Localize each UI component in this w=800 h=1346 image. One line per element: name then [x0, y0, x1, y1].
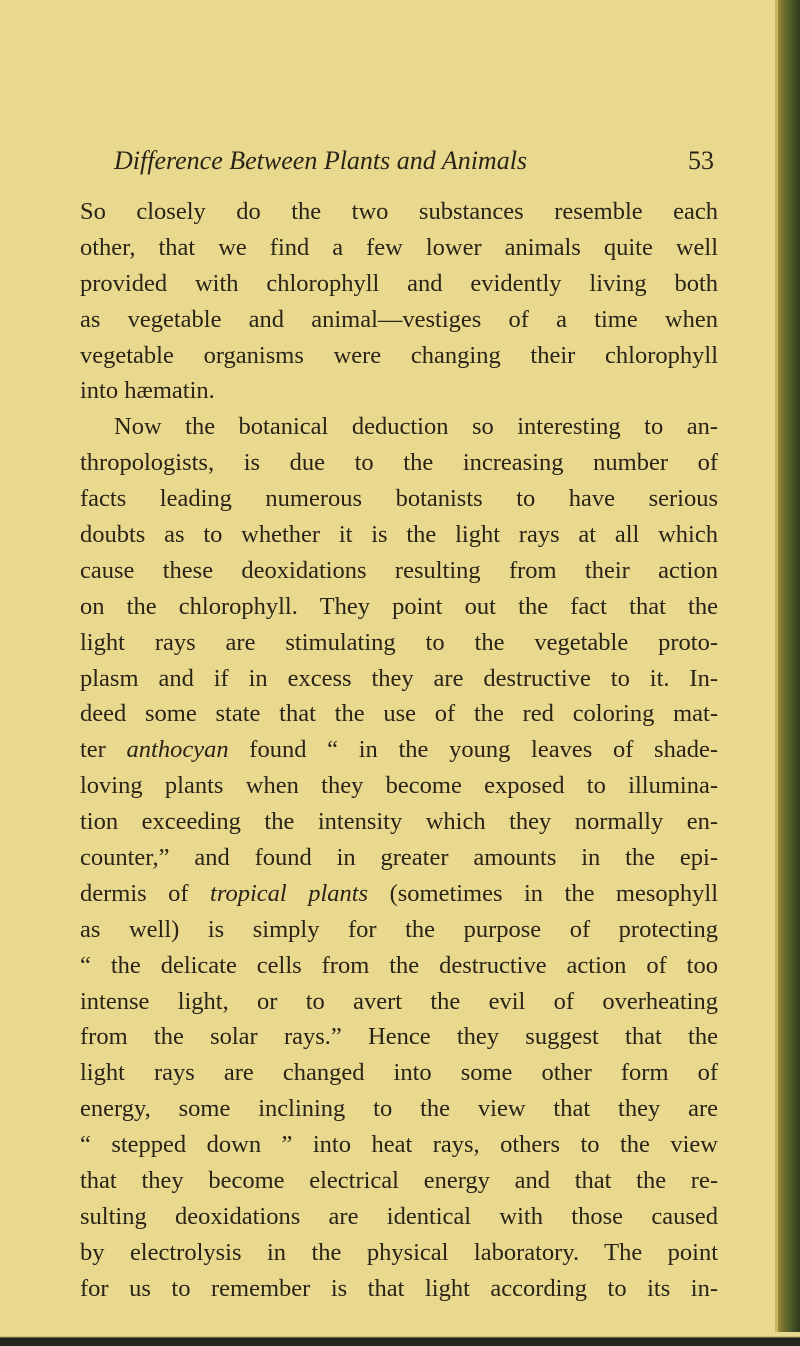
- text-segment: light rays are stimulating to the vegetable proto-: [80, 628, 718, 656]
- text-segment: deed some state that the use of the red coloring mat-: [80, 700, 718, 728]
- running-title: Difference Between Plants and Animals: [114, 146, 528, 175]
- text-line: [80, 1271, 718, 1307]
- text-line: [80, 1091, 718, 1127]
- text-segment: for us to remember is that light according to its in-: [80, 1274, 718, 1302]
- text-line: [80, 553, 718, 589]
- text-segment: intense light, or to avert the evil of overheating: [80, 987, 718, 1015]
- text-line: [80, 445, 718, 481]
- text-segment: by electrolysis in the physical laboratory. The point: [80, 1238, 718, 1266]
- text-segment: on the chlorophyll. They point out the fact that the: [80, 592, 718, 620]
- text-segment: that they become electrical energy and that the re-: [80, 1167, 718, 1195]
- text-segment: (sometimes in the mesophyll: [368, 879, 718, 907]
- text-segment: light rays are changed into some other form of: [80, 1059, 718, 1087]
- text-segment: plasm and if in excess they are destructive to it. In-: [80, 664, 718, 692]
- text-line: [80, 696, 718, 732]
- text-segment: “ stepped down ” into heat rays, others to the view: [80, 1131, 718, 1159]
- text-line: [80, 1163, 718, 1199]
- text-segment: tion exceeding the intensity which they normally en-: [80, 808, 718, 836]
- text-line: [80, 732, 718, 768]
- text-line: [80, 1199, 718, 1235]
- text-segment: facts leading numerous botanists to have serious: [80, 485, 718, 513]
- text-segment: thropologists, is due to the increasing number of: [80, 449, 718, 477]
- text-segment: into hæmatin.: [80, 377, 215, 405]
- page-edge: [775, 0, 778, 1346]
- text-segment: provided with chlorophyll and evidently living both: [80, 269, 718, 297]
- text-line: [80, 840, 718, 876]
- text-line: [80, 194, 718, 230]
- text-line: [80, 1235, 718, 1271]
- text-line: [80, 266, 718, 302]
- text-line: [80, 1019, 718, 1055]
- body-text: [80, 194, 718, 1307]
- text-segment: doubts as to whether it is the light rays at all which: [80, 521, 718, 549]
- text-line: [80, 338, 718, 374]
- text-segment: counter,” and found in greater amounts in the epi-: [80, 844, 718, 872]
- text-line: [80, 1127, 718, 1163]
- text-segment: So closely do the two substances resemble each: [80, 198, 718, 225]
- text-line: [80, 804, 718, 840]
- text-line: [80, 1055, 718, 1091]
- text-segment: dermis of: [80, 879, 211, 907]
- running-header: [114, 146, 718, 182]
- text-segment: cause these deoxidations resulting from their action: [80, 556, 718, 584]
- text-line: [80, 409, 718, 445]
- book-edge: [778, 0, 800, 1346]
- text-segment: other, that we find a few lower animals quite well: [80, 233, 718, 261]
- text-segment: sulting deoxidations are identical with those caused: [80, 1202, 718, 1230]
- text-segment: loving plants when they become exposed to illumina-: [80, 772, 718, 800]
- text-segment: from the solar rays.” Hence they suggest that the: [80, 1023, 718, 1051]
- text-segment: found “ in the young leaves of shade-: [228, 736, 719, 764]
- text-segment: as vegetable and animal—vestiges of a time when: [80, 305, 718, 333]
- page-bottom-edge: [0, 1332, 800, 1346]
- text-line: [80, 302, 718, 338]
- text-line: [80, 589, 718, 625]
- text-segment: Now the botanical deduction so interesting to an-: [114, 413, 718, 441]
- text-segment: “ the delicate cells from the destructive action of too: [80, 951, 718, 979]
- text-line: [80, 948, 718, 984]
- text-line: [80, 625, 718, 661]
- text-line: [80, 984, 718, 1020]
- italic-term: anthocyan: [126, 736, 229, 764]
- text-line: [80, 517, 718, 553]
- text-line: [80, 661, 718, 697]
- text-segment: vegetable organisms were changing their chlorophyll: [80, 341, 718, 369]
- text-line: [80, 373, 718, 409]
- text-segment: as well) is simply for the purpose of protecting: [80, 915, 718, 943]
- text-segment: ter: [80, 736, 127, 764]
- text-line: [80, 481, 718, 517]
- text-line: [80, 768, 718, 804]
- page-number: 53: [688, 146, 714, 175]
- text-line: [80, 876, 718, 912]
- text-line: [80, 230, 718, 266]
- italic-term: tropical plants: [210, 879, 369, 907]
- text-segment: energy, some inclining to the view that they are: [80, 1095, 718, 1123]
- text-line: [80, 912, 718, 948]
